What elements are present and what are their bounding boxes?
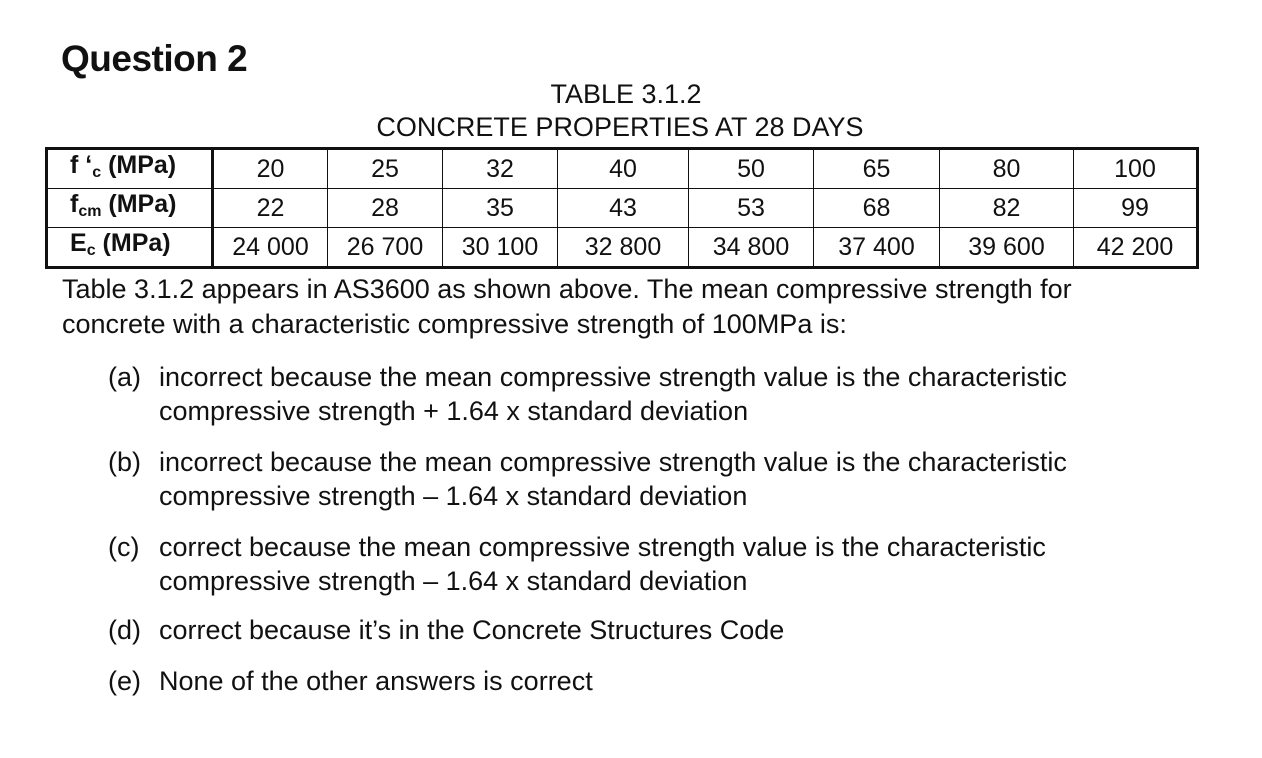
option-text-line1: correct because it’s in the Concrete Structures Code (159, 615, 785, 645)
option-text-line1: None of the other answers is correct (159, 666, 593, 696)
table-caption-title: CONCRETE PROPERTIES AT 28 DAYS (376, 112, 864, 142)
table-cell: 82 (940, 189, 1074, 228)
table-cell: 32 800 (558, 228, 689, 268)
option-letter: (b) (108, 447, 141, 477)
option-text-line1: incorrect because the mean compressive strength value is the characteristic (159, 362, 1067, 392)
table-cell: 42 200 (1074, 228, 1198, 268)
table-row (47, 149, 1198, 189)
concrete-properties-table (45, 147, 1199, 269)
table-cell: 39 600 (940, 228, 1074, 268)
option-letter: (a) (108, 362, 141, 392)
option-text-line1: incorrect because the mean compressive strength value is the characteristic (159, 447, 1067, 477)
table-cell: 32 (443, 149, 558, 189)
option-text-line2: compressive strength + 1.64 x standard deviation (159, 396, 749, 426)
row-header: $E_c$ (MPa) (47, 228, 213, 268)
table-cell: 50 (689, 149, 814, 189)
table-cell: 35 (443, 189, 558, 228)
table-cell: 20 (213, 149, 328, 189)
table-caption-number: TABLE 3.1.2 (550, 79, 702, 109)
option-text-line1: correct because the mean compressive strength value is the characteristic (159, 532, 1046, 562)
option-text-line2: compressive strength – 1.64 x standard deviation (159, 481, 748, 511)
table-cell: 43 (558, 189, 689, 228)
question-text: Table 3.1.2 appears in AS3600 as shown above. The mean compressive strength for concrete with a characteristic compressive strength of 100MPa is: (62, 274, 1072, 339)
table-cell: 37 400 (814, 228, 940, 268)
table-row (47, 189, 1198, 228)
table-cell: 28 (328, 189, 443, 228)
table-cell: 40 (558, 149, 689, 189)
option-letter: (c) (108, 532, 140, 562)
table-row (47, 228, 1198, 268)
table-cell: 65 (814, 149, 940, 189)
table-cell: 68 (814, 189, 940, 228)
table-cell: 100 (1074, 149, 1198, 189)
option-letter: (d) (108, 615, 141, 645)
row-header: $f_{cm}$ (MPa) (47, 189, 213, 228)
table-cell: 26 700 (328, 228, 443, 268)
table-cell: 30 100 (443, 228, 558, 268)
table-cell: 34 800 (689, 228, 814, 268)
table-cell: 22 (213, 189, 328, 228)
table-cell: 53 (689, 189, 814, 228)
table-cell: 24 000 (213, 228, 328, 268)
row-header: f ‘$_c$ (MPa) (47, 149, 213, 189)
option-text-line2: compressive strength – 1.64 x standard deviation (159, 566, 748, 596)
table-cell: 25 (328, 149, 443, 189)
option-letter: (e) (108, 666, 141, 696)
table-cell: 99 (1074, 189, 1198, 228)
question-title: Question 2 (61, 38, 248, 79)
table-cell: 80 (940, 149, 1074, 189)
